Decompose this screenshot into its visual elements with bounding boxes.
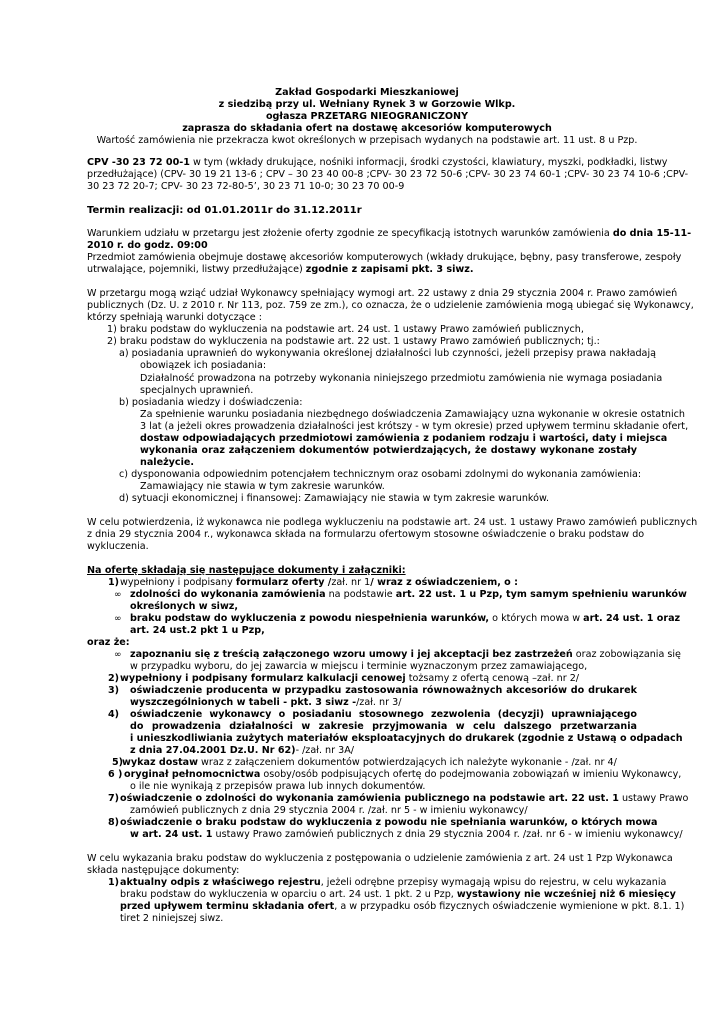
- sub-3-text: oraz zobowiązania się: [572, 649, 681, 660]
- cpv-line-1-rest: w tym (wkłady drukujące, nośniki informacji, środki czystości, klawiatury, myszki, podkładki, listwy: [189, 157, 668, 168]
- udzial-line-3: którzy spełniają warunki dotyczące :: [87, 312, 262, 323]
- header-line-1: Zakład Gospodarki Mieszkaniowej: [275, 87, 459, 98]
- wykazanie-line-1: W celu wykazania braku podstaw do wykluczenia z postępowania o udzielenie zamówienia z art. 24 ust 1 Pzp Wykonawca: [87, 853, 673, 864]
- udzial-b-line-2: Za spełnienie warunku posiadania niezbędnego doświadczenia Zamawiający uzna wykonanie w okresie ostatnich: [140, 409, 685, 420]
- item-8-number: 8): [108, 817, 120, 828]
- item-3-line-1: oświadczenie producenta w przypadku zastosowania równoważnych akcesoriów do drukarek: [130, 685, 637, 696]
- item-4-line-4: [130, 745, 354, 757]
- wykazanie-item-1-number: 1): [108, 877, 120, 888]
- dokumenty-heading: Na ofertę składają się następujące dokumenty i załączniki:: [87, 565, 406, 576]
- item-7-line-1: [120, 793, 688, 805]
- item-1-part-d: / wraz z oświadczeniem, o :: [370, 577, 518, 588]
- bullet-infinity-3: ∞: [114, 650, 122, 660]
- item-8-rest: ustawy Prawo zamówień publicznych z dnia 29 stycznia 2004 r. /zał. nr 6 - w imieniu wykonawcy/: [212, 829, 683, 840]
- wykazanie-odpis: aktualny odpis z właściwego rejestru: [120, 877, 321, 888]
- udzial-line-2: publicznych (Dz. U. z 2010 r. Nr 113, poz. 759 ze zm.), co oznacza, że o udzielenie zamówienia mogą ubiegać się Wykonawcy,: [87, 300, 694, 311]
- sub-1-bold-a: zdolności do wykonania zamówienia: [130, 589, 326, 600]
- cpv-line-1: [87, 157, 668, 169]
- wykazanie-item-1-line-3: [120, 901, 685, 913]
- wykazanie-item-1-line-4: tiret 2 niniejszej siwz.: [120, 913, 224, 924]
- udzial-a-line-3: Działalność prowadzona na potrzeby wykonania niniejszego przedmiotu zamówienia nie wymaga posiadania: [140, 373, 663, 384]
- item-1-number: 1): [108, 577, 120, 588]
- wykazanie-line-2: składa następujące dokumenty:: [87, 865, 240, 876]
- wykazanie-line-1-rest: , jeżeli odrębne przepisy wymagają wpisu do rejestru, w celu wykazania: [320, 877, 667, 888]
- udzial-b-line-4: dostaw odpowiadających przedmiotowi zamówienia z podaniem rodzaju i wartości, daty i miejsca: [140, 433, 668, 444]
- item-6-line-2: o ile nie wynikają z przepisów prawa lub innych dokumentów.: [130, 781, 426, 792]
- item-6-number: 6 ): [108, 769, 123, 780]
- item-1-text: [120, 577, 518, 589]
- udzial-a-line-2: obowiązek ich posiadania:: [140, 360, 267, 371]
- sub-3-bold: zapoznaniu się z treścią załączonego wzoru umowy i jej akceptacji bez zastrzeżeń: [130, 649, 573, 660]
- warunki-line-1: [87, 228, 692, 240]
- item-8-line-2: [130, 829, 683, 841]
- sub-1-bold-b: art. 22 ust. 1 u Pzp, tym samym spełnieniu warunków: [395, 589, 687, 600]
- cpv-line-2: przedłużające) (CPV- 30 19 21 13-6 ; CPV – 30 23 40 00-8 ;CPV- 30 23 72 50-6 ;CPV- 30 23 74 60-1 ;CPV- 30 23 74 10-6 ;CPV-: [87, 169, 689, 180]
- item-7-number: 7): [108, 793, 120, 804]
- bullet-infinity-2: ∞: [114, 614, 122, 624]
- item-4-line-2: do prowadzenia działalności w zakresie przyjmowania w celu dalszego przetwarzania: [130, 721, 637, 732]
- wykazanie-item-1-line-1: [120, 877, 667, 889]
- item-6-line-1: [124, 769, 681, 781]
- warunki-line-1-text: Warunkiem udziału w przetargu jest złożenie oferty zgodnie ze specyfikacją istotnych warunków zamówienia: [87, 228, 613, 239]
- potw-line-1: W celu potwierdzenia, iż wykonawca nie podlega wykluczeniu na podstawie art. 24 ust. 1 ustawy Prawo zamówień publicznych: [87, 517, 698, 528]
- header-line-3: ogłasza PRZETARG NIEOGRANICZONY: [265, 111, 469, 122]
- warunki-line-4-bold: zgodnie z zapisami pkt. 3 siwz.: [305, 264, 474, 275]
- item-4-ref: - /zał. nr 3A/: [295, 745, 355, 756]
- wykazanie-line-3-bold: przed upływem terminu składania ofert: [120, 901, 335, 912]
- sub-1-text: na podstawie: [325, 589, 396, 600]
- item-4-line-3: i unieszkodliwiania zużytych materiałów eksploatacyjnych do drukarek (zgodnie z Ustawą o odpadach: [130, 733, 683, 744]
- header-line-5: Wartość zamówienia nie przekracza kwot określonych w przepisach wydanych na podstawie art. 11 ust. 8 u Pzp.: [96, 135, 638, 146]
- udzial-b-line-1: b) posiadania wiedzy i doświadczenia:: [119, 397, 303, 408]
- item-3-ref: /zał. nr 3/: [356, 697, 402, 708]
- sub-2-line-2: art. 24 ust.2 pkt 1 u Pzp,: [130, 625, 265, 636]
- item-2-rest: tożsamy z ofertą cenową –zał. nr 2/: [405, 673, 580, 684]
- item-7-bold: oświadczenie o zdolności do wykonania zamówienia publicznego na podstawie art. 22 ust. 1: [120, 793, 619, 804]
- item-5-number: 5): [112, 757, 124, 768]
- wykazanie-line-2-text: braku podstaw do wykluczenia w oparciu o art. 24 ust. 1 pkt. 2 u Pzp,: [120, 889, 457, 900]
- sub-3-line-2: w przypadku wyboru, do jej zawarcia w miejscu i terminie wyznaczonym przez zamawiającego,: [130, 661, 588, 672]
- sub-3-line-1: [130, 649, 681, 661]
- udzial-b-line-5: wykonania oraz załączeniem dokumentów potwierdzających, że dostawy wykonane zostały: [140, 445, 637, 456]
- item-4-bold: z dnia 27.04.2001 Dz.U. Nr 62): [130, 745, 296, 756]
- warunki-line-4: [87, 264, 474, 276]
- wykazanie-line-3-rest: , a w przypadku osób fizycznych oświadczenie wymienione w pkt. 8.1. 1): [334, 901, 685, 912]
- udzial-a-line-4: specjalnych uprawnień.: [140, 385, 254, 396]
- cpv-line-3: 30 23 72 20-7; CPV- 30 23 72-80-5’, 30 23 71 10-0; 30 23 70 00-9: [87, 181, 405, 192]
- warunki-line-4-text: utrwalające, pojemniki, listwy przedłużające): [87, 264, 306, 275]
- udzial-point-2: 2) braku podstaw do wykluczenia na podstawie art. 22 ust. 1 ustawy Prawo zamówień publicznych; tj.:: [107, 336, 600, 347]
- item-3-bold: wyszczególnionych w tabeli - pkt. 3 siwz -: [130, 697, 357, 708]
- udzial-line-1: W przetargu mogą wziąć udział Wykonawcy spełniający wymogi art. 22 ustawy z dnia 29 stycznia 2004 r. Prawo zamówień: [87, 288, 678, 299]
- item-1-part-b: formularz oferty /: [235, 577, 332, 588]
- udzial-a-line-1: a) posiadania uprawnień do wykonywania określonej działalności lub czynności, jeżeli przepisy prawa nakładają: [119, 348, 656, 359]
- header-line-4: zaprasza do składania ofert na dostawę akcesoriów komputerowych: [182, 123, 552, 134]
- item-3-number: 3): [108, 685, 120, 696]
- udzial-d-line-1: d) sytuacji ekonomicznej i finansowej: Zamawiający nie stawia w tym zakresie warunków.: [119, 493, 550, 504]
- udzial-b-line-3: 3 lat (a jeżeli okres prowadzenia działalności jest krótszy - w tym okresie) przed upływem terminu składanie ofert,: [140, 421, 689, 432]
- udzial-c-line-1: c) dysponowania odpowiednim potencjałem technicznym oraz osobami zdolnymi do wykonania zamówienia:: [119, 469, 642, 480]
- item-5-bold: wykaz dostaw: [122, 757, 198, 768]
- item-3-line-2: [130, 697, 401, 709]
- item-2-text: [120, 673, 579, 685]
- item-1-part-a: wypełniony i podpisany: [120, 577, 236, 588]
- item-2-number: 2): [108, 673, 120, 684]
- item-1-part-c: zał. nr 1: [331, 577, 371, 588]
- warunki-line-3: Przedmiot zamówienia obejmuje dostawę akcesoriów komputerowych (wkłady drukujące, bębny, pasy transferowe, zespoły: [87, 252, 682, 263]
- wykazanie-item-1-line-2: [120, 889, 676, 901]
- udzial-b-line-6: należycie.: [140, 457, 195, 468]
- item-4-line-1: oświadczenie wykonawcy o posiadaniu stosownego zezwolenia (decyzji) uprawniającego: [130, 709, 637, 720]
- sub-2-bold-a: braku podstaw do wykluczenia z powodu niespełnienia warunków,: [130, 613, 490, 624]
- termin-realizacji: Termin realizacji: od 01.01.2011r do 31.12.2011r: [87, 205, 362, 216]
- item-6-rest: osoby/osób podpisujących ofertę do podejmowania zobowiązań w imieniu Wykonawcy,: [260, 769, 682, 780]
- item-8-line-1: oświadczenie o braku podstaw do wykluczenia z powodu nie spełniania warunków, o których mowa: [120, 817, 658, 828]
- item-2-bold: wypełniony i podpisany formularz kalkulacji cenowej: [120, 673, 406, 684]
- oraz-label: oraz że:: [87, 637, 130, 648]
- udzial-point-1: 1) braku podstaw do wykluczenia na podstawie art. 24 ust. 1 ustawy Prawo zamówień publicznych,: [107, 324, 584, 335]
- potw-line-3: wykluczenia.: [87, 541, 149, 552]
- item-6-bold: oryginał pełnomocnictwa: [124, 769, 261, 780]
- sub-2-line-1: [130, 613, 680, 625]
- sub-2-bold-b: art. 24 ust. 1 oraz: [583, 613, 681, 624]
- item-7-line-2: zamówień publicznych z dnia 29 stycznia 2004 r. /zał. nr 5 - w imieniu wykonawcy/: [130, 805, 528, 816]
- item-5-rest: wraz z załączeniem dokumentów potwierdzających ich należyte wykonanie - /zał. nr 4/: [198, 757, 617, 768]
- warunki-line-2: 2010 r. do godz. 09:00: [87, 240, 208, 251]
- item-7-rest: ustawy Prawo: [618, 793, 689, 804]
- cpv-code: CPV -30 23 72 00-1: [87, 157, 190, 168]
- warunki-deadline: do dnia 15-11-: [612, 228, 692, 239]
- item-8-bold: w art. 24 ust. 1: [130, 829, 213, 840]
- bullet-infinity-1: ∞: [114, 590, 122, 600]
- sub-2-text: o których mowa w: [489, 613, 584, 624]
- sub-1-line-1: [130, 589, 687, 601]
- potw-line-2: z dnia 29 stycznia 2004 r., wykonawca składa na formularzu ofertowym stosowne oświadczenie o braku podstaw do: [87, 529, 645, 540]
- udzial-c-line-2: Zamawiający nie stawia w tym zakresie warunków.: [140, 481, 385, 492]
- sub-1-line-2: określonych w siwz,: [130, 601, 239, 612]
- header-line-2: z siedzibą przy ul. Wełniany Rynek 3 w Gorzowie Wlkp.: [218, 99, 516, 110]
- item-5-text: [122, 757, 617, 769]
- item-4-number: 4): [108, 709, 120, 720]
- wykazanie-line-2-bold: wystawiony nie wcześniej niż 6 miesięcy: [456, 889, 676, 900]
